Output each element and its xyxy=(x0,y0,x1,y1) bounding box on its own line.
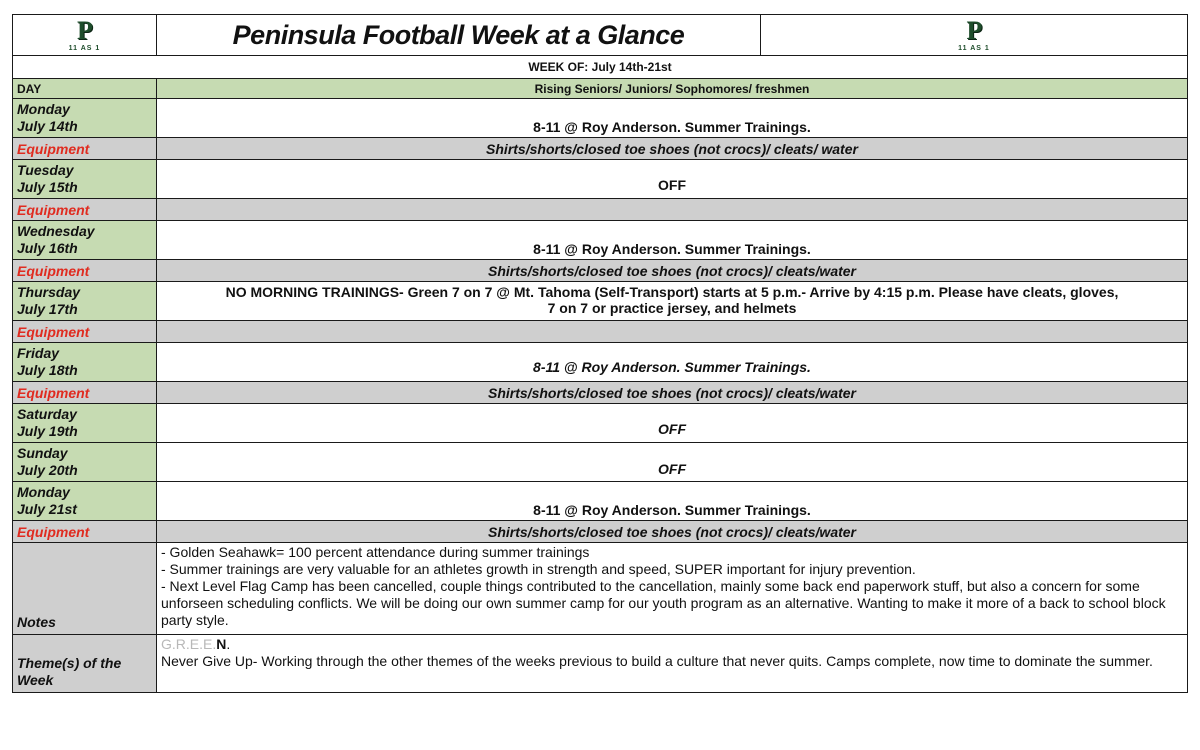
day-plan: 8-11 @ Roy Anderson. Summer Trainings. xyxy=(157,482,1188,521)
day-row-wednesday-16 xyxy=(13,221,1188,260)
day-date: July 19th xyxy=(17,423,78,439)
day-name: Wednesday xyxy=(17,223,95,239)
equipment-value: Shirts/shorts/closed toe shoes (not crocs)/ cleats/water xyxy=(157,260,1188,282)
acronym-end: . xyxy=(226,636,231,652)
day-cell xyxy=(13,404,157,443)
logo-right-cell xyxy=(761,15,1188,56)
day-plan xyxy=(157,282,1188,321)
equipment-label: Equipment xyxy=(13,260,157,282)
day-row-sunday-20 xyxy=(13,443,1188,482)
day-name: Tuesday xyxy=(17,162,74,178)
day-row-monday-21 xyxy=(13,482,1188,521)
day-cell xyxy=(13,443,157,482)
day-plan-line-1: NO MORNING TRAININGS- Green 7 on 7 @ Mt. Tahoma (Self-Transport) starts at 5 p.m.- Arrive by 4:15 p.m. Please have cleats, gloves, xyxy=(225,284,1119,300)
day-date: July 20th xyxy=(17,462,78,478)
day-name: Monday xyxy=(17,484,70,500)
logo-letter: P xyxy=(77,15,92,45)
acronym-last-letter: N xyxy=(216,636,227,652)
day-name: Friday xyxy=(17,345,60,361)
equipment-label: Equipment xyxy=(13,521,157,543)
day-plan: OFF xyxy=(157,404,1188,443)
equipment-value: Shirts/shorts/closed toe shoes (not crocs)/ cleats/ water xyxy=(157,138,1188,160)
week-of-row xyxy=(13,56,1188,79)
day-name: Thursday xyxy=(17,284,81,300)
day-cell xyxy=(13,221,157,260)
day-date: July 15th xyxy=(17,179,78,195)
day-cell xyxy=(13,343,157,382)
note-line: - Golden Seahawk= 100 percent attendance during summer trainings xyxy=(161,544,590,560)
notes-label: Notes xyxy=(13,543,157,635)
equipment-row-monday-14 xyxy=(13,138,1188,160)
equipment-row-friday-18 xyxy=(13,382,1188,404)
equipment-value: Shirts/shorts/closed toe shoes (not crocs)/ cleats/water xyxy=(157,382,1188,404)
day-date: July 18th xyxy=(17,362,78,378)
notes-row xyxy=(13,543,1188,635)
day-name: Monday xyxy=(17,101,70,117)
logo-letter: P xyxy=(966,15,982,45)
header-row xyxy=(13,15,1188,56)
theme-content xyxy=(157,635,1188,693)
acronym-prefix: G.R.E.E. xyxy=(161,636,217,652)
column-header-row xyxy=(13,79,1188,99)
day-plan: OFF xyxy=(157,443,1188,482)
equipment-row-wednesday-16 xyxy=(13,260,1188,282)
day-cell xyxy=(13,282,157,321)
day-date: July 14th xyxy=(17,118,78,134)
day-cell xyxy=(13,482,157,521)
theme-label: Theme(s) of the Week xyxy=(13,635,157,693)
equipment-value xyxy=(157,321,1188,343)
equipment-value xyxy=(157,199,1188,221)
day-column-header: DAY xyxy=(13,79,157,99)
peninsula-logo-left xyxy=(68,15,101,52)
week-of-label: WEEK OF: July 14th-21st xyxy=(13,56,1188,79)
day-row-saturday-19 xyxy=(13,404,1188,443)
note-line: - Next Level Flag Camp has been cancelled, couple things contributed to the cancellation, mainly some back end paperwork stuff, but also a concern for some unforseen scheduling conflicts. We will be doing our own summer camp for our youth program as an alternative. Wanting to make it more of a back to school block party style. xyxy=(161,578,1166,628)
day-row-friday-18 xyxy=(13,343,1188,382)
group-column-header: Rising Seniors/ Juniors/ Sophomores/ freshmen xyxy=(157,79,1188,99)
day-row-monday-14 xyxy=(13,99,1188,138)
peninsula-logo-right xyxy=(958,15,990,52)
day-date: July 17th xyxy=(17,301,78,317)
equipment-label: Equipment xyxy=(13,199,157,221)
day-cell xyxy=(13,160,157,199)
day-row-tuesday-15 xyxy=(13,160,1188,199)
day-name: Saturday xyxy=(17,406,77,422)
day-date: July 21st xyxy=(17,501,77,517)
page-title: Peninsula Football Week at a Glance xyxy=(157,15,761,56)
logo-tagline: 11 AS 1 xyxy=(958,44,990,52)
day-plan: 8-11 @ Roy Anderson. Summer Trainings. xyxy=(157,221,1188,260)
day-date: July 16th xyxy=(17,240,78,256)
theme-acronym xyxy=(161,636,1183,653)
schedule-table xyxy=(12,14,1188,693)
logo-left-cell xyxy=(13,15,157,56)
equipment-row-tuesday-15 xyxy=(13,199,1188,221)
equipment-row-thursday-17 xyxy=(13,321,1188,343)
equipment-label: Equipment xyxy=(13,382,157,404)
notes-content xyxy=(157,543,1188,635)
note-line: - Summer trainings are very valuable for an athletes growth in strength and speed, SUPER important for injury prevention. xyxy=(161,561,916,577)
day-cell xyxy=(13,99,157,138)
day-plan: 8-11 @ Roy Anderson. Summer Trainings. xyxy=(157,343,1188,382)
day-plan: OFF xyxy=(157,160,1188,199)
equipment-label: Equipment xyxy=(13,138,157,160)
day-row-thursday-17 xyxy=(13,282,1188,321)
logo-tagline: 11 AS 1 xyxy=(68,44,101,52)
day-plan: 8-11 @ Roy Anderson. Summer Trainings. xyxy=(157,99,1188,138)
day-plan-line-2: 7 on 7 or practice jersey, and helmets xyxy=(547,300,797,316)
theme-text: Never Give Up- Working through the other themes of the weeks previous to build a culture that never quits. Camps complete, now time to dominate the summer. xyxy=(161,653,1153,669)
equipment-value: Shirts/shorts/closed toe shoes (not crocs)/ cleats/water xyxy=(157,521,1188,543)
day-name: Sunday xyxy=(17,445,68,461)
theme-row xyxy=(13,635,1188,693)
equipment-row-monday-21 xyxy=(13,521,1188,543)
week-at-a-glance-sheet xyxy=(12,14,1187,693)
equipment-label: Equipment xyxy=(13,321,157,343)
